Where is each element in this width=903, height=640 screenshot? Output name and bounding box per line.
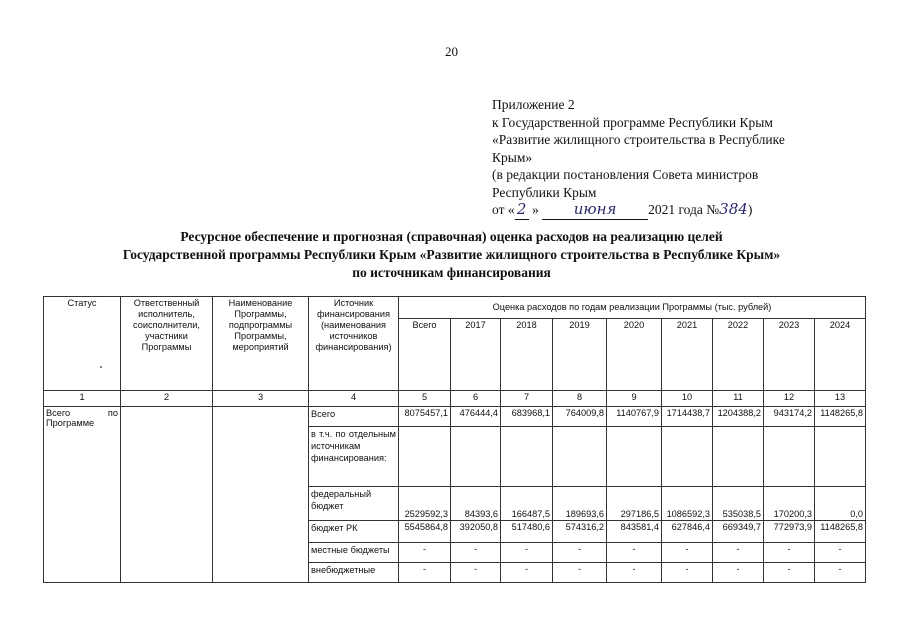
value-cell: 5545864,8 [399,521,451,543]
appendix-line: к Государственной программе Республики Крым [492,114,773,130]
value-cell: - [713,563,764,583]
header-year: 2022 [713,319,764,391]
header-year: 2019 [553,319,607,391]
value-cell: - [399,543,451,563]
value-cell [764,427,815,487]
appendix-date-line [492,201,822,220]
value-cell: - [501,563,553,583]
header-status: Статус [44,297,121,391]
value-cell: - [553,563,607,583]
value-cell: - [607,563,662,583]
value-cell: 189693,6 [553,487,607,521]
value-cell [713,427,764,487]
status-word: Всего [46,408,71,418]
resource-table [43,296,866,583]
value-cell: 535038,5 [713,487,764,521]
value-cell [501,427,553,487]
source-cell: местные бюджеты [309,543,399,563]
header-year: Всего [399,319,451,391]
value-cell: - [607,543,662,563]
status-word: по [107,408,118,418]
header-funding-source: Источник финансирования (наименования источников финансирования) [309,297,399,391]
header-year: 2018 [501,319,553,391]
value-cell: - [815,543,866,563]
column-number: 13 [815,391,866,407]
date-mid: » [528,202,539,217]
value-cell [399,427,451,487]
value-cell: - [501,543,553,563]
header-year: 2021 [662,319,713,391]
value-cell: 1086592,3 [662,487,713,521]
appendix-block [492,96,822,220]
value-cell: 764009,8 [553,407,607,427]
date-prefix: от « [492,202,515,217]
value-cell: 170200,3 [764,487,815,521]
value-cell: 1714438,7 [662,407,713,427]
header-year: 2017 [451,319,501,391]
value-cell: 1148265,8 [815,521,866,543]
column-number: 3 [213,391,309,407]
executor-cell [121,407,213,583]
value-cell: - [451,563,501,583]
value-cell: 574316,2 [553,521,607,543]
value-cell: 476444,4 [451,407,501,427]
value-cell: 517480,6 [501,521,553,543]
appendix-line: Приложение 2 [492,97,575,112]
document-title [0,228,903,282]
value-cell [662,427,713,487]
appendix-line: (в редакции постановления Совета министров [492,167,759,182]
value-cell: - [662,543,713,563]
source-cell: Всего [309,407,399,427]
appendix-line: Республики Крым [492,184,597,200]
value-cell: - [662,563,713,583]
date-year: 2021 года № [648,202,720,217]
value-cell: - [764,543,815,563]
value-cell: 843581,4 [607,521,662,543]
header-executor: Ответственный исполнитель, соисполнители, участники Программы [121,297,213,391]
value-cell: 0,0 [815,487,866,521]
source-cell: в т.ч. по отдельным источникам финансирования: [309,427,399,487]
value-cell: 392050,8 [451,521,501,543]
title-line: по источникам финансирования [352,265,551,280]
column-number: 7 [501,391,553,407]
value-cell: 166487,5 [501,487,553,521]
column-number: 12 [764,391,815,407]
header-year: 2024 [815,319,866,391]
value-cell: - [553,543,607,563]
value-cell: 627846,4 [662,521,713,543]
date-suffix: ) [747,202,753,217]
column-number: 4 [309,391,399,407]
value-cell: - [399,563,451,583]
value-cell: 943174,2 [764,407,815,427]
program-name-cell [213,407,309,583]
value-cell: - [764,563,815,583]
header-year: 2020 [607,319,662,391]
scan-speck [100,366,102,368]
value-cell: 8075457,1 [399,407,451,427]
value-cell: 1204388,2 [713,407,764,427]
column-number: 6 [451,391,501,407]
column-number: 1 [44,391,121,407]
value-cell [451,427,501,487]
value-cell: 297186,5 [607,487,662,521]
value-cell: 1148265,8 [815,407,866,427]
value-cell: - [451,543,501,563]
handwritten-number: 384 [719,200,748,218]
table-row [44,407,866,427]
value-cell: - [713,543,764,563]
header-estimate: Оценка расходов по годам реализации Программы (тыс. рублей) [399,297,866,319]
title-line: Ресурсное обеспечение и прогнозная (справочная) оценка расходов на реализацию целей [180,229,723,244]
status-word: Программе [46,418,95,428]
value-cell: 2529592,3 [399,487,451,521]
column-number: 9 [607,391,662,407]
value-cell: - [815,563,866,583]
column-number: 11 [713,391,764,407]
source-cell: бюджет РК [309,521,399,543]
header-program-name: Наименование Программы, подпрограммы Программы, мероприятий [213,297,309,391]
value-cell: 683968,1 [501,407,553,427]
column-number: 10 [662,391,713,407]
page-number: 20 [445,44,458,59]
column-number: 2 [121,391,213,407]
value-cell: 772973,9 [764,521,815,543]
status-cell [44,407,121,583]
handwritten-month: июня [542,201,648,220]
header-year: 2023 [764,319,815,391]
value-cell: 84393,6 [451,487,501,521]
appendix-line: Крым» [492,149,533,165]
value-cell [607,427,662,487]
value-cell: 1140767,9 [607,407,662,427]
title-line: Государственной программы Республики Крым «Развитие жилищного строительства в Республике Крым» [122,247,781,262]
value-cell: 669349,7 [713,521,764,543]
value-cell [553,427,607,487]
column-number: 8 [553,391,607,407]
column-number: 5 [399,391,451,407]
appendix-line: «Развитие жилищного строительства в Республике [492,132,785,147]
value-cell [815,427,866,487]
source-cell: внебюджетные [309,563,399,583]
source-cell: федеральный бюджет [309,487,399,521]
handwritten-day: 2 [515,201,529,220]
